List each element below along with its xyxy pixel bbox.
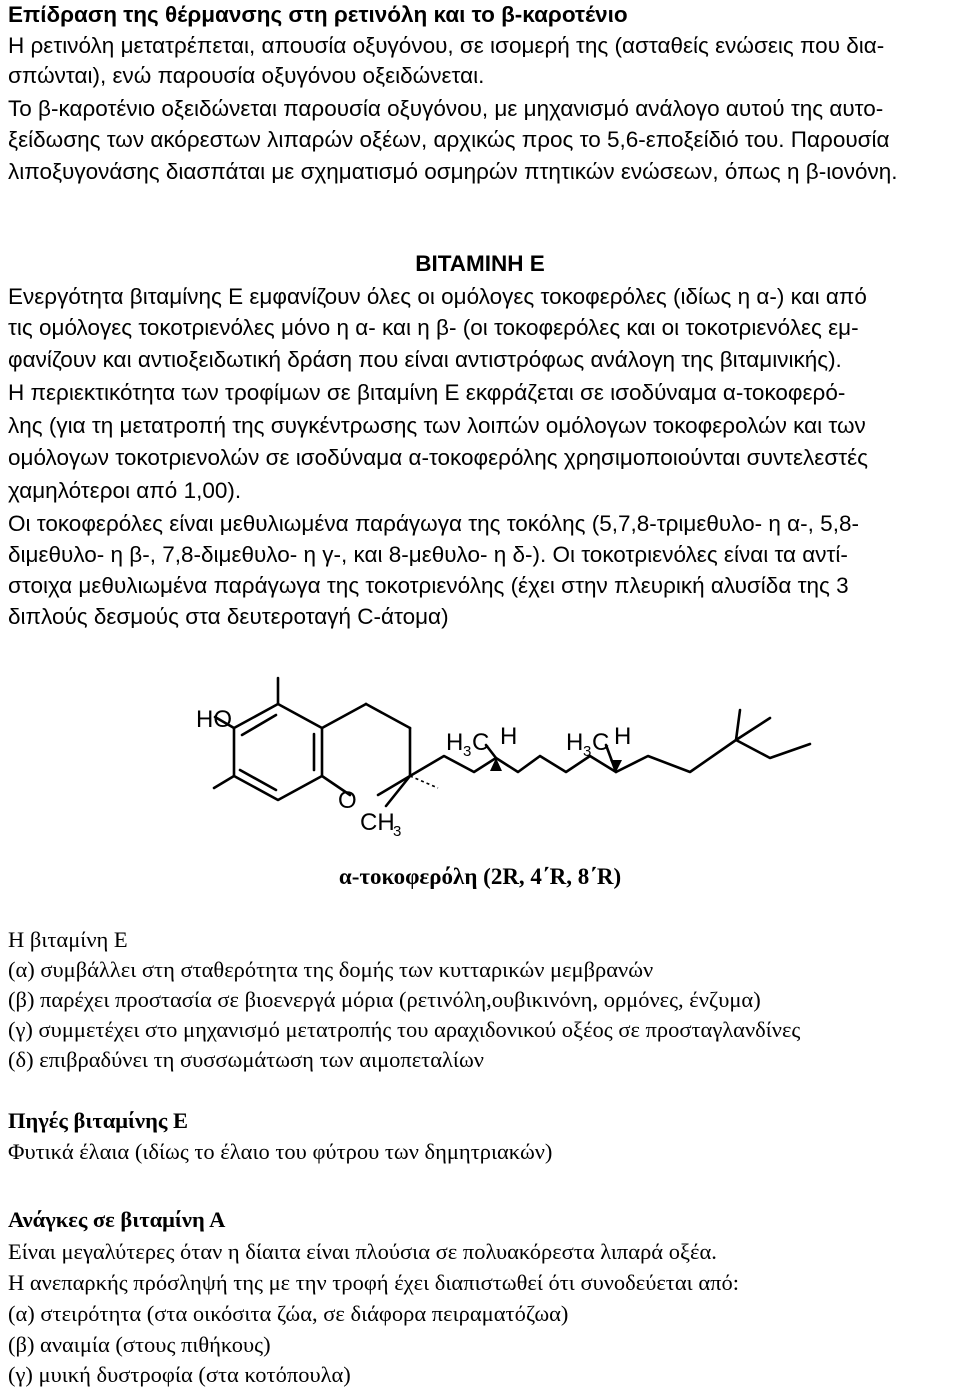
function-item: (α) συμβάλλει στη σταθερότητα της δομής των κυτταρικών μεμβρανών xyxy=(8,957,654,982)
ring-bond xyxy=(366,704,410,728)
paragraph-line: διπλούς δεσμούς στα δευτεροταγή C-άτομα) xyxy=(8,604,449,629)
function-item: (β) παρέχει προστασία σε βιοενεργά μόρια (ρετινόλη,ουβικινόνη, ορμόνες, ένζυμα) xyxy=(8,987,761,1012)
methyl-subscript: 3 xyxy=(393,823,402,840)
h-label-4prime: H xyxy=(500,723,518,750)
ring-bond xyxy=(322,704,366,728)
paragraph-line: Οι τοκοφερόλες είναι μεθυλιωμένα παράγωγα της τοκόλης (5,7,8-τριμεθυλο- η α-, 5,8- xyxy=(8,511,859,536)
aromatic-double-bond xyxy=(240,770,276,790)
needs-line: (β) αναιμία (στους πιθήκους) xyxy=(8,1332,271,1357)
needs-line: (γ) μυική δυστροφία (στα κοτόπουλα) xyxy=(8,1362,351,1387)
paragraph-line: Η ρετινόλη μετατρέπεται, απουσία οξυγόνου, σε ισομερή της (ασταθείς ενώσεις που δια- xyxy=(8,33,885,58)
paragraph-line: Το β-καροτένιο οξειδώνεται παρουσία οξυγόνου, με μηχανισμό ανάλογο αυτού της αυτο- xyxy=(8,96,884,121)
h3c-label-4prime: H xyxy=(446,729,464,756)
paragraph-line: ξείδωσης των ακόρεστων λιπαρών οξέων, αρχικώς προς το 5,6-εποξείδιό του. Παρουσία xyxy=(8,127,890,152)
h3c-subscript-8prime: 3 xyxy=(583,743,592,760)
sources-text: Φυτικά έλαια (ιδίως το έλαιο του φύτρου των δημητριακών) xyxy=(8,1139,553,1164)
paragraph-line: στοιχα μεθυλιωμένα παράγωγα της τοκοτριενόλης (έχει στην πλευρική αλυσίδα της 3 xyxy=(8,573,849,598)
needs-line: (α) στειρότητα (στα οικόσιτα ζώα, σε διάφορα πειραματόζωα) xyxy=(8,1301,569,1326)
hydroxyl-label: HO xyxy=(196,706,232,733)
function-item: (γ) συμμετέχει στο μηχανισμό μετατροπής του αραχιδονικού οξέος σε προσταγλανδίνες xyxy=(8,1017,801,1042)
paragraph-line: Ενεργότητα βιταμίνης Ε εμφανίζουν όλες οι ομόλογες τοκοφερόλες (ιδίως η α-) και από xyxy=(8,284,867,309)
paragraph-line: τις ομόλογες τοκοτριενόλες μόνο η α- και η β- (οι τοκοφερόλες και οι τοκοτριενόλες εμ- xyxy=(8,315,859,340)
methyl-label: CH xyxy=(360,809,395,836)
h3c-subscript-4prime: 3 xyxy=(463,743,472,760)
h3c-label-8prime: H xyxy=(566,729,584,756)
ring-oxygen-label: O xyxy=(338,787,357,814)
h-label-8prime: H xyxy=(614,723,632,750)
paragraph-line: σπώνται), ενώ παρουσία οξυγόνου οξειδώνεται. xyxy=(8,63,485,88)
functions-title: Η βιταμίνη Ε xyxy=(8,927,128,952)
paragraph-line: λης (για τη μετατροπή της συγκέντρωσης των λοιπών ομόλογων τοκοφερολών και των xyxy=(8,413,866,438)
function-item: (δ) επιβραδύνει τη συσσωμάτωση των αιμοπεταλίων xyxy=(8,1047,484,1072)
sources-heading: Πηγές βιταμίνης Ε xyxy=(8,1108,188,1133)
h3c-carbon-8prime: C xyxy=(592,729,610,756)
aromatic-double-bond xyxy=(242,715,276,735)
methyl-bond-c2 xyxy=(386,776,410,806)
needs-line: Είναι μεγαλύτερες όταν η δίαιτα είναι πλούσια σε πολυακόρεστα λιπαρά οξέα. xyxy=(8,1239,717,1264)
paragraph-line: χαμηλότεροι από 1,00). xyxy=(8,478,242,503)
terminal-methyl-bond xyxy=(736,718,770,740)
paragraph-line: ομόλογων τοκοτριενολών σε ισοδύναμα α-τοκοφερόλης χρησιμοποιούνται συντελεστές xyxy=(8,445,868,470)
paragraph-line: Η περιεκτικότητα των τροφίμων σε βιταμίνη Ε εκφράζεται σε ισοδύναμα α-τοκοφερό- xyxy=(8,380,846,405)
aromatic-ring xyxy=(234,704,322,800)
structure-caption: α-τοκοφερόλη (2R, 4΄R, 8΄R) xyxy=(338,864,622,889)
methyl-bond-left xyxy=(214,776,234,788)
section-heading-heat: Επίδραση της θέρμανσης στη ρετινόλη και το β-καροτένιο xyxy=(8,2,628,27)
terminal-methyl-bond xyxy=(736,710,740,740)
section-heading-vitamin-e: ΒΙΤΑΜΙΝΗ Ε xyxy=(415,251,545,276)
ring-bond-to-oxygen xyxy=(378,776,410,795)
hashed-bond-c2 xyxy=(410,776,438,788)
needs-heading: Ανάγκες σε βιταμίνη Α xyxy=(8,1207,226,1232)
paragraph-line: λιποξυγονάσης διασπάται με σχηματισμό οσμηρών πτητικών ενώσεων, όπως η β-ιονόνη. xyxy=(8,159,898,184)
paragraph-line: διμεθυλο- η β-, 7,8-διμεθυλο- η γ-, και 8-μεθυλο- η δ-). Οι τοκοτριενόλες είναι τα αντί- xyxy=(8,542,848,567)
needs-line: Η ανεπαρκής πρόσληψή της με την τροφή έχει διαπιστωθεί ότι συνοδεύεται από: xyxy=(8,1270,739,1295)
h3c-carbon-4prime: C xyxy=(472,729,490,756)
paragraph-line: φανίζουν και αντιοξειδωτική δράση που είναι αντιστρόφως ανάλογη της βιταμινικής). xyxy=(8,347,842,372)
